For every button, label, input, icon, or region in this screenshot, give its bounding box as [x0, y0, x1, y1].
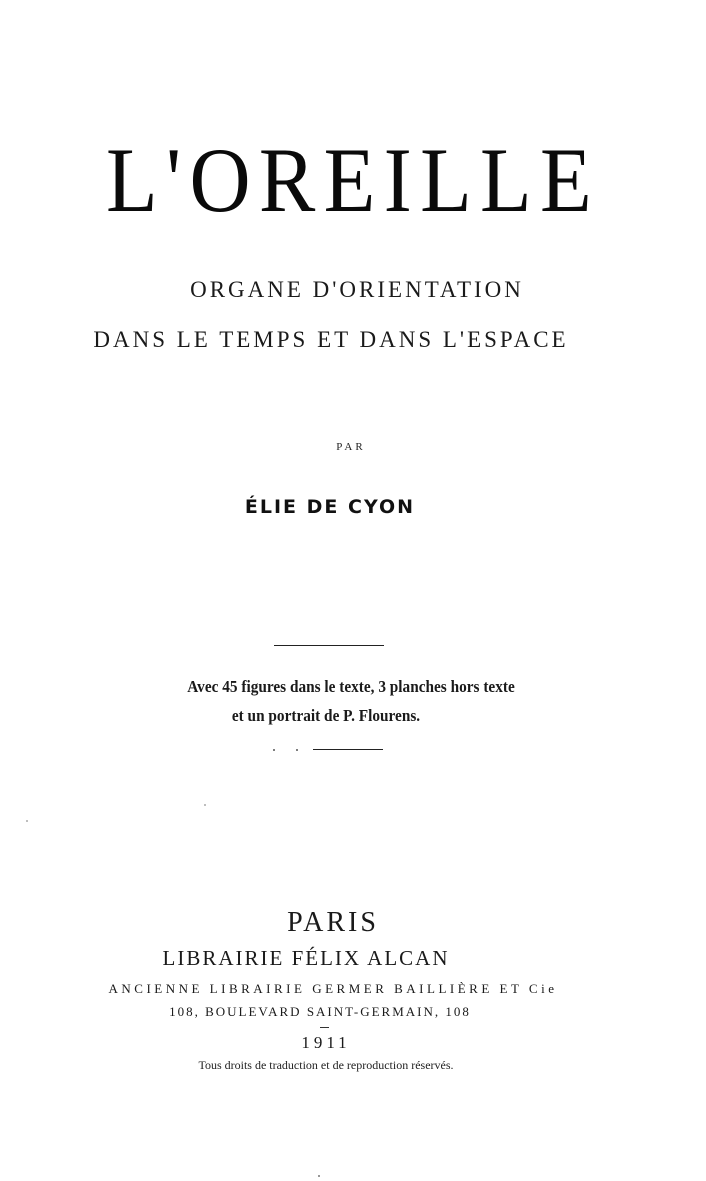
separator-rule-top — [274, 645, 384, 646]
speck-mark — [273, 749, 275, 751]
figures-note-line-2: et un portrait de P. Flourens. — [231, 706, 421, 725]
book-title: L'OREILLE — [105, 129, 601, 231]
speck-mark — [296, 749, 298, 751]
imprint-year: 1911 — [301, 1033, 351, 1052]
imprint-publisher: LIBRAIRIE FÉLIX ALCAN — [162, 946, 450, 970]
separator-rule-bottom — [313, 749, 383, 750]
speck-mark — [318, 1175, 320, 1177]
imprint-address: 108, BOULEVARD SAINT-GERMAIN, 108 — [169, 1004, 471, 1019]
imprint-city: PARIS — [287, 907, 379, 938]
subtitle-line-1: ORGANE D'ORIENTATION — [190, 277, 524, 302]
par-label: PAR — [336, 441, 366, 453]
rights-notice: Tous droits de traduction et de reproduction réservés. — [198, 1058, 454, 1072]
speck-mark — [204, 804, 206, 806]
subtitle-line-2: DANS LE TEMPS ET DANS L'ESPACE — [93, 327, 569, 352]
figures-note-line-1: Avec 45 figures dans le texte, 3 planches hors texte — [187, 677, 515, 696]
speck-mark — [26, 820, 28, 822]
author-name: ÉLIE DE CYON — [244, 496, 416, 518]
imprint-former-name: ANCIENNE LIBRAIRIE GERMER BAILLIÈRE ET Cie — [108, 981, 558, 996]
year-ornament-dash — [320, 1027, 329, 1028]
